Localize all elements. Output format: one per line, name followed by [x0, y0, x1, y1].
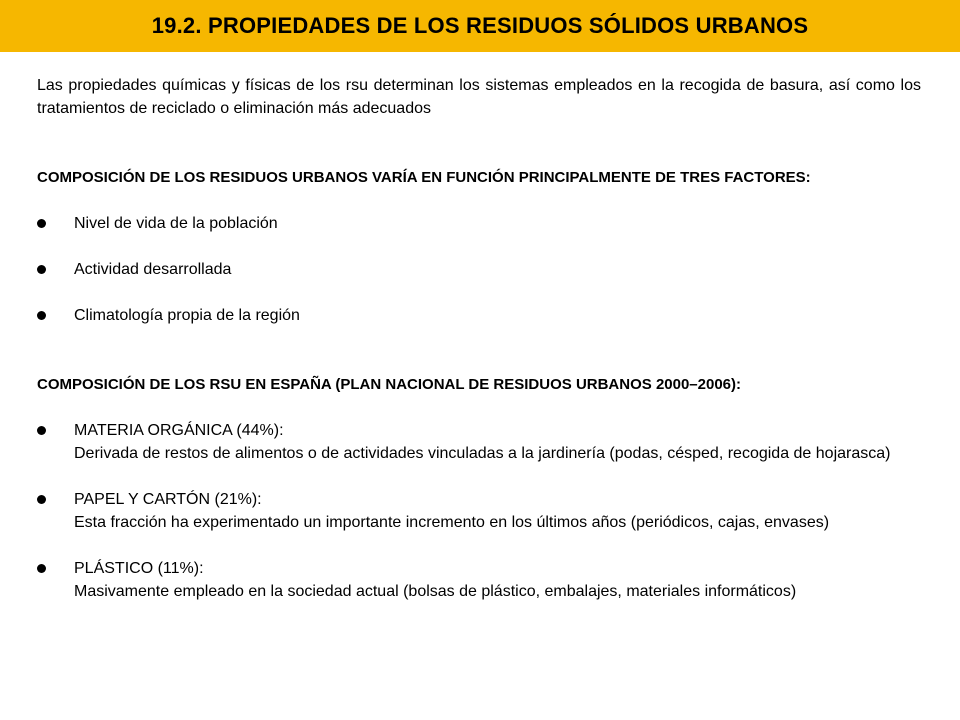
- composition-label: PAPEL Y CARTÓN (21%):: [74, 491, 262, 508]
- list-item: [37, 258, 921, 281]
- intro-paragraph: Las propiedades químicas y físicas de los rsu determinan los sistemas empleados en la recogida de basura, así como los tratamientos de reciclado o eliminación más adecuados: [37, 77, 921, 117]
- bullet-icon: [37, 219, 46, 228]
- list-item: [37, 488, 921, 534]
- composition-description: Esta fracción ha experimentado un importante incremento en los últimos años (periódicos, cajas, envases): [74, 514, 830, 531]
- section2-heading: COMPOSICIÓN DE LOS RSU EN ESPAÑA (PLAN NACIONAL DE RESIDUOS URBANOS 2000–2006):: [37, 376, 742, 393]
- factors-list: [37, 212, 921, 327]
- bullet-icon: [37, 311, 46, 320]
- factor-label: Climatología propia de la región: [74, 307, 300, 324]
- list-item: [37, 557, 921, 603]
- bullet-icon: [37, 564, 46, 573]
- section1-heading: COMPOSICIÓN DE LOS RESIDUOS URBANOS VARÍA EN FUNCIÓN PRINCIPALMENTE DE TRES FACTORES:: [37, 169, 811, 186]
- title-bar: [0, 0, 960, 52]
- composition-list: [37, 419, 921, 603]
- factor-label: Nivel de vida de la población: [74, 215, 278, 232]
- list-item: [37, 419, 921, 465]
- composition-label: MATERIA ORGÁNICA (44%):: [74, 422, 284, 439]
- list-item: [37, 304, 921, 327]
- list-item: [37, 212, 921, 235]
- page-title: 19.2. PROPIEDADES DE LOS RESIDUOS SÓLIDOS URBANOS: [151, 13, 809, 38]
- composition-label: PLÁSTICO (11%):: [74, 560, 204, 577]
- bullet-icon: [37, 265, 46, 274]
- composition-description: Derivada de restos de alimentos o de actividades vinculadas a la jardinería (podas, césped, recogida de hojarasca): [74, 445, 891, 462]
- composition-description: Masivamente empleado en la sociedad actual (bolsas de plástico, embalajes, materiales informáticos): [74, 583, 797, 600]
- bullet-icon: [37, 495, 46, 504]
- slide-content: [37, 74, 921, 603]
- bullet-icon: [37, 426, 46, 435]
- factor-label: Actividad desarrollada: [74, 261, 232, 278]
